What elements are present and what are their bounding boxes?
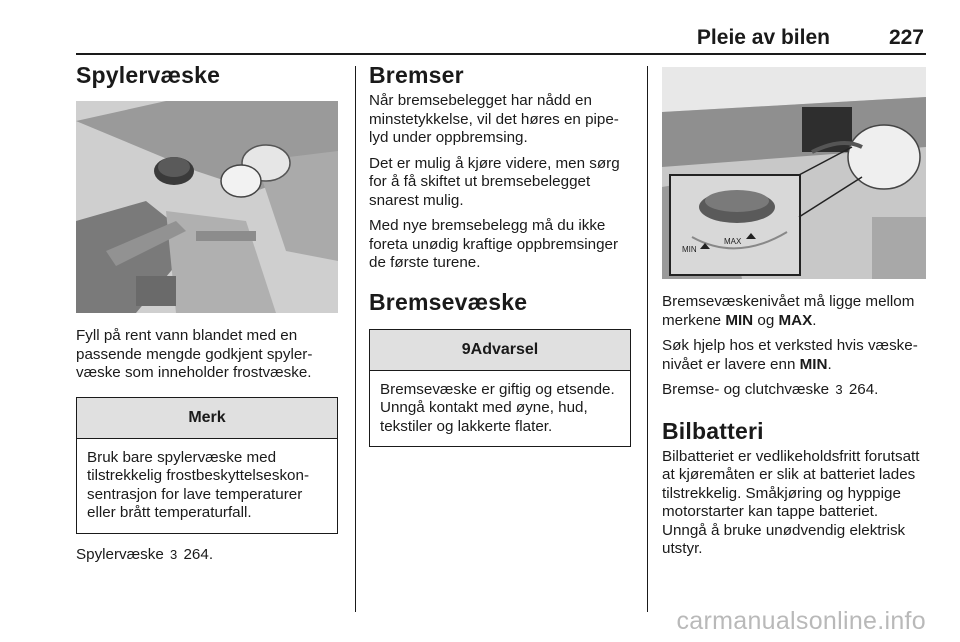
column-1: [76, 60, 338, 571]
note-box: [76, 397, 338, 534]
column-divider-2: [647, 66, 648, 612]
engine-bay-photo: [76, 101, 338, 313]
page-number: 227: [888, 26, 924, 49]
section-heading-spylervaeske: Spylervæske: [76, 62, 221, 88]
text-fragment: Bremsevæskenivået må ligge mellom merkene: [662, 293, 915, 329]
reference-arrow-icon: 3: [170, 546, 178, 562]
section-heading-bilbatteri: Bilbatteri: [662, 417, 764, 444]
reference-arrow-icon: 3: [835, 382, 843, 397]
header-rule: [76, 53, 926, 55]
reference-page-link[interactable]: 264.: [183, 545, 214, 563]
text-fragment: og: [753, 311, 779, 329]
header-title: Pleie av bilen: [696, 26, 830, 49]
note-box-body: Bruk bare spylervæske med tilstrekkelig frostbeskyttelseskonsentrasjon for lave temperaturer eller brått temperaturfall.: [87, 448, 309, 521]
min-mark-label: MIN: [799, 355, 828, 373]
text-fragment: Søk hjelp hos et verksted hvis væskenivået er lavere enn: [662, 337, 918, 373]
warning-box-body: Bremsevæske er giftig og etsende. Unngå kontakt med øyne, hud, tekstiler og lakkerte flater.: [380, 380, 615, 435]
min-mark-label: MIN: [725, 311, 754, 329]
bremser-paragraph-1: Når bremsebelegget har nådd en minstetykkelse, vil det høres en pipelyd under oppbremsing.: [369, 92, 619, 146]
section-heading-bremsevaeske: Bremsevæske: [369, 288, 528, 315]
warning-box: [369, 329, 631, 448]
reference-text: Spylervæske: [76, 545, 164, 563]
text-fragment: .: [812, 311, 817, 329]
reference-page-link[interactable]: 264.: [848, 381, 879, 398]
warning-triangle-icon: 9: [461, 340, 471, 358]
brake-fluid-help-paragraph: [662, 337, 926, 374]
bilbatteri-paragraph: Bilbatteriet er vedlikeholdsfritt forutsatt at kjøremåten er slik at batteriet lades tilstrekkelig. Småkjøring og hyppige motorstarter kan tappe batteriet. Unngå å bruke unødvendig elektrisk utstyr.: [662, 447, 920, 557]
photo-min-label: MIN: [682, 245, 697, 254]
section-heading-bremser: Bremser: [369, 62, 464, 88]
spylervaeske-reference: [76, 546, 338, 565]
brake-clutch-reference: [662, 381, 926, 400]
brake-fluid-level-paragraph: [662, 293, 926, 330]
reference-text: Bremse- og clutchvæske: [662, 381, 830, 398]
brake-fluid-photo: [662, 67, 926, 279]
spylervaeske-paragraph: Fyll på rent vann blandet med en passende mengde godkjent spylervæske som inneholder frostvæske.: [76, 327, 313, 381]
column-3: [662, 60, 926, 566]
max-mark-label: MAX: [778, 311, 813, 329]
warning-box-title: [370, 330, 630, 371]
photo-max-label: MAX: [724, 237, 742, 246]
column-divider-1: [355, 66, 356, 612]
bremser-paragraph-2: Det er mulig å kjøre videre, men sørg for å få skiftet ut bremsebelegget snarest mulig.: [369, 154, 620, 209]
warning-title-text: Advarsel: [470, 340, 539, 358]
column-2: [369, 60, 631, 447]
bremser-paragraph-3: Med nye bremsebelegg må du ikke foreta unødig kraftige oppbremsinger de første turene.: [369, 217, 619, 271]
text-fragment: .: [827, 355, 832, 373]
watermark: carmanualsonline.info: [676, 607, 926, 635]
note-box-title: Merk: [77, 398, 337, 439]
